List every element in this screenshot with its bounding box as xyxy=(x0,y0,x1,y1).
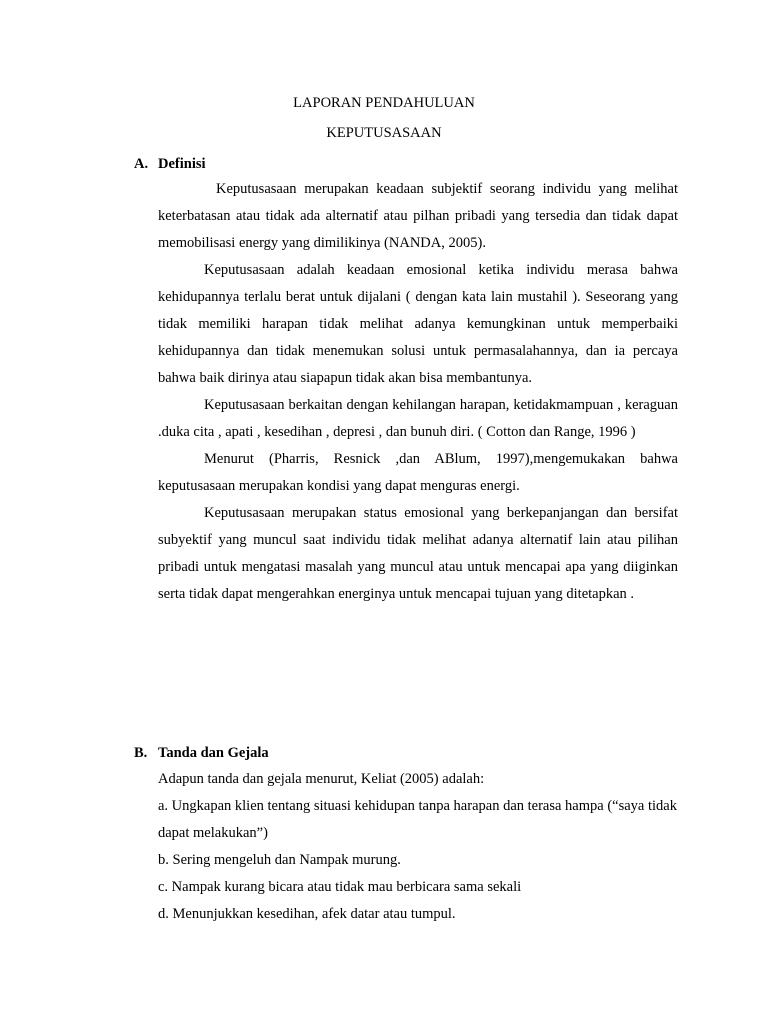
paragraph: Keputusasaan merupakan status emosional yang berkepanjangan dan bersifat subyektif yang muncul saat individu tidak melihat adanya alternatif lain atau pilihan pribadi untuk mengatasi masalah yang muncul atau untuk mencapai apa yang diiginkan serta tidak dapat mengerahkan energinya untuk mencapai tujuan yang ditetapkan . xyxy=(158,505,678,602)
list-item: c. Nampak kurang bicara atau tidak mau berbicara sama sekali xyxy=(158,879,522,895)
document-title: LAPORAN PENDAHULUAN xyxy=(293,95,475,111)
section-b-heading xyxy=(134,744,269,762)
section-b-heading-text: Tanda dan Gejala xyxy=(158,745,269,761)
paragraph: Menurut (Pharris, Resnick ,dan ABlum, 1997),mengemukakan bahwa keputusasaan merupakan kondisi yang dapat menguras energi. xyxy=(158,451,678,494)
section-a-body xyxy=(158,176,678,608)
section-a-heading-text: Definisi xyxy=(158,156,206,172)
section-b-marker: B. xyxy=(134,745,148,761)
list-item: a. Ungkapan klien tentang situasi kehidupan tanpa harapan dan terasa hampa (“saya tidak dapat melakukan”) xyxy=(158,798,677,841)
list-item: d. Menunjukkan kesedihan, afek datar atau tumpul. xyxy=(158,906,456,922)
document-subtitle: KEPUTUSASAAN xyxy=(326,125,442,141)
list-item: b. Sering mengeluh dan Nampak murung. xyxy=(158,852,401,868)
list-intro: Adapun tanda dan gejala menurut, Keliat (2005) adalah: xyxy=(158,771,485,787)
paragraph: Keputusasaan merupakan keadaan subjektif seorang individu yang melihat keterbatasan atau tidak ada alternatif atau pilhan pribadi yang tersedia dan tidak dapat memobilisasi energy yang dimilikinya (NANDA, 2005). xyxy=(158,181,678,251)
section-b-list xyxy=(158,766,678,928)
paragraph: Keputusasaan adalah keadaan emosional ketika individu merasa bahwa kehidupannya terlalu berat untuk dijalani ( dengan kata lain mustahil ). Seseorang yang tidak memiliki harapan tidak melihat adanya kemungkinan untuk memperbaiki kehidupannya dan tidak menemukan solusi untuk permasalahannya, dan ia percaya bahwa baik dirinya atau siapapun tidak akan bisa membantunya. xyxy=(158,262,678,386)
paragraph: Keputusasaan berkaitan dengan kehilangan harapan, ketidakmampuan , keraguan .duka cita , apati , kesedihan , depresi , dan bunuh diri. ( Cotton dan Range, 1996 ) xyxy=(158,397,678,440)
section-a-heading xyxy=(134,155,206,173)
section-a-marker: A. xyxy=(134,156,149,172)
